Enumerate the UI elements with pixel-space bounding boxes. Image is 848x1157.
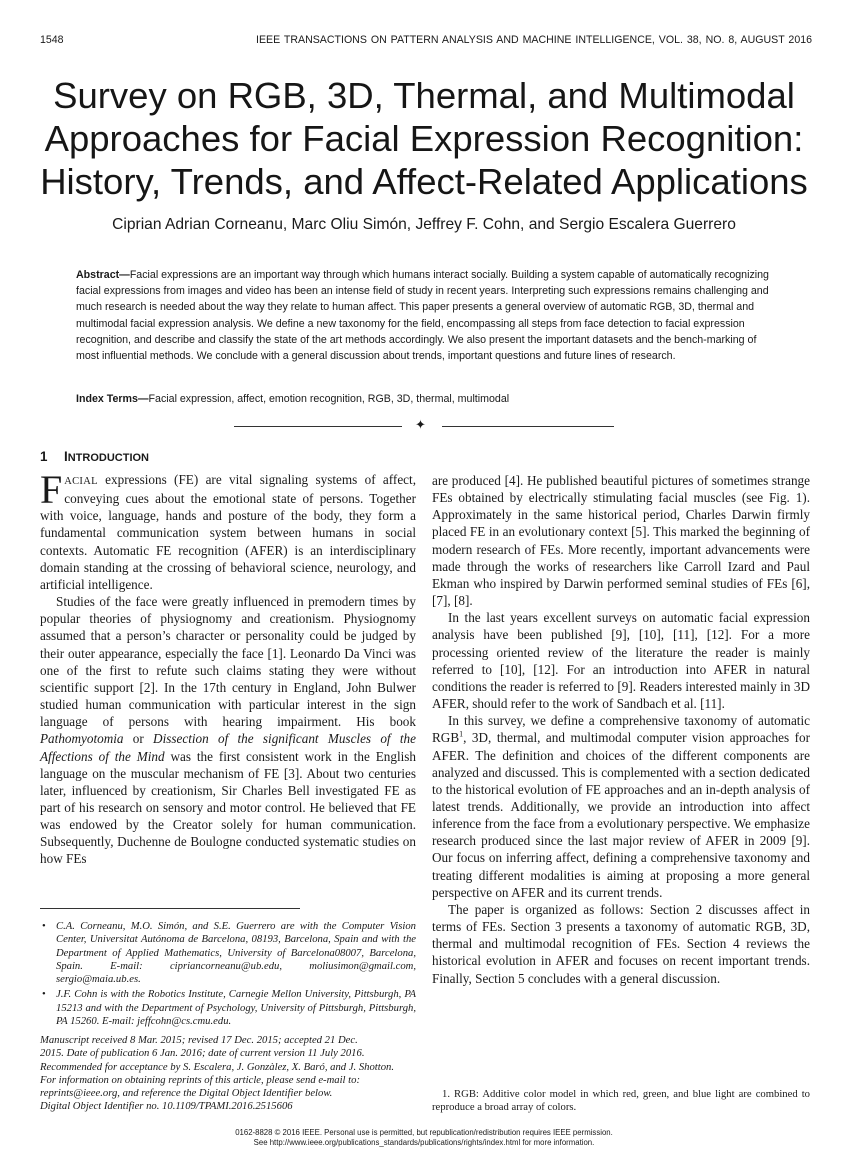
divider-rule bbox=[442, 426, 614, 427]
manuscript-line: For information on obtaining reprints of this article, please send e-mail to: bbox=[40, 1074, 360, 1086]
journal-name: IEEE TRANSACTIONS ON PATTERN ANALYSIS AND MACHINE INTELLIGENCE, VOL. 38, NO. 8, AUGUST 2016 bbox=[256, 34, 812, 46]
paragraph-text: expressions (FE) are vital signaling systems of affect, conveying cues about the emotional state of persons. Together with voice, language, hands and posture of the body, they form a fundamental communication system between humans in social contexts. Automatic FE recognition (AFER) is an interdisciplinary domain standing at the crossing of behavioral science, neurology, and artificial intelligence. bbox=[40, 472, 416, 592]
affiliation-item bbox=[40, 988, 416, 1028]
index-terms bbox=[76, 393, 774, 405]
book-title: Dissection of the significant Muscles of the Affections of the Mind bbox=[40, 731, 416, 764]
author-affiliations bbox=[40, 920, 416, 1030]
manuscript-line: Manuscript received 8 Mar. 2015; revised 17 Dec. 2015; accepted 21 Dec. bbox=[40, 1035, 358, 1046]
paragraph bbox=[432, 712, 810, 901]
copyright-notice bbox=[0, 1128, 848, 1147]
affiliation-text: J.F. Cohn is with the Robotics Institute, Carnegie Mellon University, Pittsburgh, PA 15213 and with the Department of Psychology, University of Pittsburgh, Pittsburgh, PA 15260. E-mail: jeffcohn@cs.cmu.edu. bbox=[56, 989, 416, 1028]
manuscript-line: Recommended for acceptance by S. Escalera, J. Gonzàlez, X. Baró, and J. Shotton. bbox=[40, 1061, 395, 1073]
paragraph-text: Studies of the face were greatly influenced in premodern times by popular theories of physiognomy and creationism. Physiognomy assumed that a person’s character or personality could be judged by their outer appearance, especially the face [1]. Leonardo Da Vinci was one of the first to refute such claims stating they were without scientific support [2]. In the 17th century in England, John Bulwer studied human communication with particular interest in the sign language of persons with hearing impairment. His book bbox=[40, 594, 416, 730]
manuscript-line[interactable]: reprints@ieee.org, and reference the Digital Object Identifier below. bbox=[40, 1088, 333, 1100]
left-column bbox=[40, 467, 417, 868]
manuscript-info bbox=[40, 1034, 416, 1114]
index-terms-label: Index Terms— bbox=[76, 393, 149, 405]
drop-cap: F bbox=[40, 467, 63, 512]
abstract-text: Facial expressions are an important way through which humans interact socially. Building a system capable of automatically recognizing facial expressions from images and video has been an intense field of study in recent years. Interpreting such expressions remains challenging and much research is needed about the way they relate to human affect. This paper presents a general overview of automatic RGB, 3D, thermal and multimodal facial expression analysis. We define a new taxonomy for the field, encompassing all steps from face detection to facial expression recognition, and describe and classify the state of the art methods accordingly. We also present the important datasets and the bench-marking of most influential methods. We conclude with a general discussion about trends, important questions and future lines of research. bbox=[76, 269, 769, 363]
abstract bbox=[76, 267, 774, 364]
index-terms-text: Facial expression, affect, emotion recognition, RGB, 3D, thermal, multimodal bbox=[148, 393, 510, 405]
right-column bbox=[432, 472, 810, 987]
footnote bbox=[432, 1088, 810, 1115]
small-caps-word: ACIAL bbox=[64, 476, 98, 487]
divider-ornament-icon: ✦ bbox=[415, 417, 426, 432]
title-line: Approaches for Facial Expression Recognition: bbox=[44, 118, 804, 159]
bullet-icon: • bbox=[42, 989, 46, 1001]
paragraph bbox=[40, 467, 416, 593]
footnote-number: 1. bbox=[442, 1089, 450, 1100]
title-line: Survey on RGB, 3D, Thermal, and Multimodal bbox=[53, 75, 795, 116]
copyright-line: 0162-8828 © 2016 IEEE. Personal use is permitted, but republication/redistribution requires IEEE permission. bbox=[235, 1128, 613, 1137]
copyright-url-line[interactable]: See http://www.ieee.org/publications_standards/publications/rights/index.html for more information. bbox=[253, 1137, 595, 1147]
paragraph bbox=[40, 593, 416, 868]
paragraph: are produced [4]. He published beautiful pictures of sometimes strange FEs obtained by electrically stimulating facial muscles (see Fig. 1). Approximately in the same historical period, Charles Darwin firmly placed FE in an evolutionary context [5]. This marked the beginning of modern research of FEs. More recently, important advancements were made through the works of researchers like Carroll Izard and Paul Ekman who inspired by Darwin performed seminal studies of FEs [6], [7], [8]. bbox=[432, 473, 810, 609]
paragraph-text: , 3D, thermal, and multimodal computer vision approaches for AFER. The definition and choices of the different components are analyzed and discussed. This is complemented with a section dedicated to the historical evolution of FE approaches and an in-depth analysis of latest trends. Additionally, we provide an introduction into affect inference from the face from a evolutionary perspective. We emphasize research produced since the last major review of AFER in 2009 [9]. Our focus on inferring affect, defining a comprehensive taxonomy and treating different modalities is aiming at proposing a more general perspective on AFER and its current trends. bbox=[432, 730, 810, 900]
divider-rule bbox=[234, 426, 402, 427]
book-title: Pathomyotomia bbox=[40, 731, 124, 747]
title-line: History, Trends, and Affect-Related Applications bbox=[40, 161, 808, 202]
paper-title bbox=[20, 74, 828, 203]
page-number: 1548 bbox=[40, 34, 64, 46]
affiliation-item bbox=[40, 920, 416, 986]
running-head bbox=[40, 34, 812, 50]
bullet-icon: • bbox=[42, 921, 46, 932]
section-number: 1 bbox=[40, 449, 48, 464]
paragraph-text: In this survey, we define a comprehensive taxonomy of automatic RGB bbox=[432, 713, 810, 746]
section-heading bbox=[40, 449, 149, 464]
paragraph: In the last years excellent surveys on automatic facial expression analysis have been published [9], [10], [11], [12]. For a more processing oriented review of the literature the reader is mainly referred to [10], [12]. For an introduction into AFER in natural conditions the reader is referred to [9]. Readers interested mainly in 3D AFER, should refer to the work of Sandbach et al. [11]. bbox=[432, 610, 810, 712]
section-title-rest: NTRODUCTION bbox=[67, 452, 150, 464]
manuscript-line: 2015. Date of publication 6 Jan. 2016; date of current version 11 July 2016. bbox=[40, 1048, 365, 1060]
paragraph: The paper is organized as follows: Section 2 discusses affect in terms of FEs. Section 3 presents a taxonomy of automatic RGB, 3D, thermal and multimodal recognition of FEs. Section 4 reviews the historical evolution in AFER and focuses on recent important trends. Finally, Section 5 concludes with a general discussion. bbox=[432, 901, 810, 986]
author-list: Ciprian Adrian Corneanu, Marc Oliu Simón, Jeffrey F. Cohn, and Sergio Escalera Guerrero bbox=[112, 216, 736, 233]
affiliation-text: C.A. Corneanu, M.O. Simón, and S.E. Guerrero are with the Computer Vision Center, Universitat Autónoma de Barcelona, 08193, Barcelona, Spain and with the Department of Applied Mathematics, University of Barcelona08007, Barcelona, Spain. E-mail: cipriancorneanu@ub.edu, moliusimon@gmail.com, sergio@maia.ub.es. bbox=[56, 921, 416, 986]
footnote-text: RGB: Additive color model in which red, green, and blue light are combined to reproduce a broad array of colors. bbox=[432, 1089, 810, 1114]
doi-line[interactable]: Digital Object Identifier no. 10.1109/TPAMI.2016.2515606 bbox=[40, 1101, 293, 1113]
section-title-initial: I bbox=[64, 449, 68, 464]
abstract-label: Abstract— bbox=[76, 269, 130, 281]
footnote-rule bbox=[40, 908, 300, 909]
paragraph-text: or bbox=[123, 731, 154, 747]
footnote-marker[interactable]: 1 bbox=[459, 729, 464, 739]
section-divider bbox=[234, 417, 614, 432]
paragraph-text: was the first consistent work in the English language on the muscular mechanism of FE [3]. About two centuries later, influenced by creationism, Sir Charles Bell investigated FE as part of his research on sensory and motor control. He believed that FE was endowed by the Creator solely for human communication. Subsequently, Duchenne de Boulogne conducted systematic studies on how FEs bbox=[40, 748, 417, 867]
